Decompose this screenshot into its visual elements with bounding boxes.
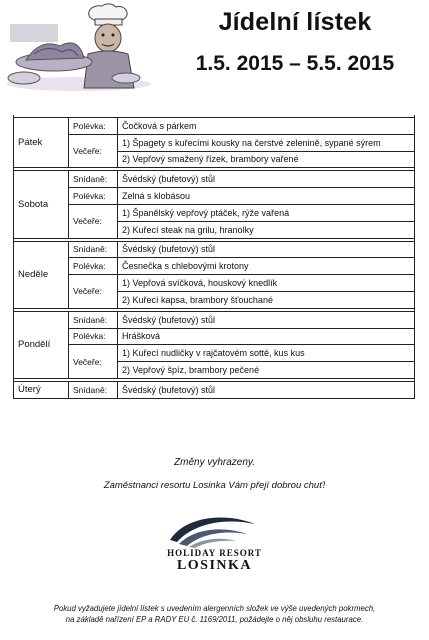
dish-cell: 2) Vepřový špíz, brambory pečené bbox=[118, 362, 415, 379]
meal-label: Snídaně: bbox=[69, 381, 118, 398]
table-row bbox=[14, 241, 415, 258]
meal-label: Snídaně: bbox=[69, 171, 118, 188]
dish-cell: Švédský (bufetový) stůl bbox=[118, 381, 415, 398]
meal-label: Snídaně: bbox=[69, 241, 118, 258]
meal-label: Polévka: bbox=[69, 258, 118, 275]
table-row bbox=[14, 171, 415, 188]
dish-cell: 2) Vepřový smažený řízek, brambory vařené bbox=[118, 151, 415, 168]
table-row bbox=[14, 188, 415, 205]
table-row bbox=[14, 134, 415, 151]
brand-line-2: LOSINKA bbox=[176, 558, 253, 573]
menu-table bbox=[13, 115, 415, 399]
day-cell: Pátek bbox=[14, 118, 69, 168]
table-row bbox=[14, 381, 415, 398]
dish-cell: Zelná s klobásou bbox=[118, 188, 415, 205]
meal-label: Polévka: bbox=[69, 118, 118, 135]
dish-cell: 2) Kuřecí steak na grilu, hranolky bbox=[118, 221, 415, 238]
resort-swoosh-logo-icon bbox=[165, 510, 260, 550]
footer-line-2: na základě nařízení EP a RADY EU č. 1169/2011, požádejte o něj obsluhu restaurace. bbox=[65, 615, 364, 624]
chef-illustration-icon bbox=[4, 2, 154, 92]
brand-line-1: HOLIDAY RESORT bbox=[167, 548, 262, 558]
allergen-footer bbox=[0, 603, 429, 625]
table-row bbox=[14, 275, 415, 292]
dish-cell: Hrášková bbox=[118, 328, 415, 345]
dish-cell: Švédský (bufetový) stůl bbox=[118, 171, 415, 188]
table-row bbox=[14, 345, 415, 362]
day-cell: Neděle bbox=[14, 241, 69, 308]
dish-cell: Česnečka s chlebovými krotony bbox=[118, 258, 415, 275]
day-cell: Sobota bbox=[14, 171, 69, 238]
page-title: Jídelní lístek bbox=[218, 8, 372, 36]
table-row bbox=[14, 311, 415, 328]
table-row bbox=[14, 204, 415, 221]
dish-cell: 1) Kuřecí nudličky v rajčatovém sotté, kus kus bbox=[118, 345, 415, 362]
wish-note: Zaměstnanci resortu Losinka Vám přejí dobrou chuť! bbox=[103, 480, 326, 491]
meal-label: Večeře: bbox=[69, 345, 118, 379]
dish-cell: 2) Kuřecí kapsa, brambory šťouchané bbox=[118, 291, 415, 308]
table-row bbox=[14, 258, 415, 275]
dish-cell: Švédský (bufetový) stůl bbox=[118, 241, 415, 258]
dish-cell: Čočková s párkem bbox=[118, 118, 415, 135]
meal-label: Večeře: bbox=[69, 134, 118, 168]
day-cell: Úterý bbox=[14, 381, 69, 398]
table-row bbox=[14, 118, 415, 135]
meal-label: Večeře: bbox=[69, 275, 118, 309]
meal-label: Snídaně: bbox=[69, 311, 118, 328]
day-cell: Pondělí bbox=[14, 311, 69, 378]
meal-label: Polévka: bbox=[69, 188, 118, 205]
dish-cell: 1) Vepřová svíčková, houskový knedlík bbox=[118, 275, 415, 292]
changes-note: Změny vyhrazeny. bbox=[174, 457, 255, 468]
footer-line-1: Pokud vyžadujete jídelní lístek s uvedením alergenních složek ve výše uvedených pokrmech, bbox=[53, 604, 376, 613]
date-range: 1.5. 2015 – 5.5. 2015 bbox=[195, 52, 395, 75]
meal-label: Večeře: bbox=[69, 204, 118, 238]
dish-cell: 1) Špagety s kuřecími kousky na čerstvé zelenině, sypané sýrem bbox=[118, 134, 415, 151]
dish-cell: 1) Španělský vepřový ptáček, rýže vařená bbox=[118, 204, 415, 221]
meal-label: Polévka: bbox=[69, 328, 118, 345]
dish-cell: Švédský (bufetový) stůl bbox=[118, 311, 415, 328]
table-row bbox=[14, 328, 415, 345]
